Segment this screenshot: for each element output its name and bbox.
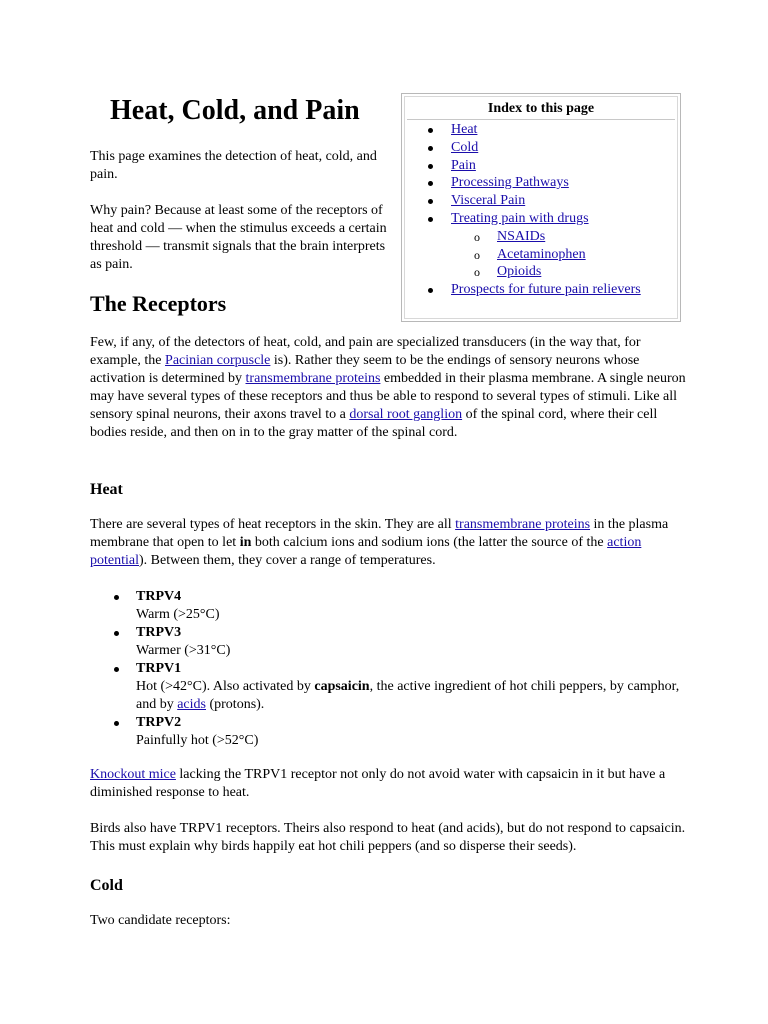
index-link-heat[interactable]: Heat: [451, 122, 478, 137]
index-link-treating-pain[interactable]: Treating pain with drugs: [451, 210, 589, 226]
bullet-icon: [114, 667, 119, 672]
receptor-description: Warm (>25°C): [136, 607, 220, 622]
index-link-processing-pathways[interactable]: Processing Pathways: [451, 175, 569, 191]
list-item-trpv1: [90, 660, 690, 714]
text-run: embedded in their plasma membrane. A single neuron may have several types of these receptors and thus be able to respond to several types of stimuli. Like all sensory spinal neurons, their axons travel to a: [90, 371, 686, 422]
knockout-mice-link[interactable]: Knockout mice: [90, 767, 176, 782]
text-run: is). Rather they seem to be the endings of sensory neurons whose activation is determined by: [90, 353, 640, 386]
cold-paragraph: Two candidate receptors:: [90, 913, 231, 928]
transmembrane-proteins-link[interactable]: transmembrane proteins: [455, 517, 591, 532]
dorsal-root-ganglion-link[interactable]: dorsal root ganglion: [349, 407, 463, 422]
text-run: (protons).: [205, 697, 265, 712]
receptor-name: TRPV3: [136, 625, 182, 640]
index-link-nsaids[interactable]: NSAIDs: [497, 228, 546, 244]
receptor-name: TRPV4: [136, 589, 182, 604]
receptor-description: Painfully hot (>52°C): [136, 733, 259, 748]
index-divider: [407, 119, 675, 120]
text-run: , the active ingredient of hot chili peppers, by camphor, and by: [136, 679, 680, 712]
list-item-trpv2: [90, 714, 690, 750]
text-run: Hot (>42°C). Also activated by: [136, 679, 315, 694]
index-link-visceral-pain[interactable]: Visceral Pain: [451, 193, 526, 209]
bullet-icon: [114, 595, 119, 600]
why-pain-paragraph: Why pain? Because at least some of the receptors of heat and cold — when the stimulus exceeds a certain threshold — transmit signals that the brain interprets as pain.: [90, 203, 387, 272]
index-link-pain[interactable]: Pain: [451, 157, 476, 173]
receptor-name: TRPV2: [136, 715, 182, 730]
bullet-icon: [428, 146, 433, 151]
transmembrane-proteins-link[interactable]: transmembrane proteins: [245, 371, 381, 386]
heat-heading: Heat: [90, 481, 123, 498]
list-item-trpv4: [90, 588, 690, 624]
index-link-cold[interactable]: Cold: [451, 139, 479, 155]
index-link-prospects[interactable]: Prospects for future pain relievers: [451, 282, 641, 298]
circle-bullet-icon: o: [474, 247, 480, 262]
text-run: ). Between them, they cover a range of temperatures.: [139, 553, 436, 568]
birds-paragraph: Birds also have TRPV1 receptors. Theirs also respond to heat (and acids), but do not respond to capsaicin. This must explain why birds happily eat hot chili peppers (and so disperse their seeds).: [90, 821, 686, 854]
list-item-trpv3: [90, 624, 690, 660]
text-run: lacking the TRPV1 receptor not only do not avoid water with capsaicin in it but have a diminished response to heat.: [90, 767, 666, 800]
receptor-description: [136, 678, 690, 714]
text-run: both calcium ions and sodium ions (the latter the source of the: [251, 535, 608, 550]
heat-paragraph: [90, 516, 690, 570]
bullet-icon: [114, 721, 119, 726]
receptor-name: TRPV1: [136, 661, 182, 676]
bullet-icon: [428, 288, 433, 293]
knockout-paragraph: [90, 766, 690, 802]
page-title: Heat, Cold, and Pain: [110, 95, 360, 126]
acids-link[interactable]: acids: [177, 697, 206, 712]
receptors-paragraph: [90, 334, 690, 442]
bold-text: in: [239, 535, 252, 550]
bullet-icon: [428, 217, 433, 222]
bullet-icon: [428, 199, 433, 204]
text-run: There are several types of heat receptors in the skin. They are all: [90, 517, 456, 532]
receptors-heading: The Receptors: [90, 291, 227, 316]
index-link-opioids[interactable]: Opioids: [497, 264, 542, 280]
bullet-icon: [428, 128, 433, 133]
bold-text: capsaicin: [314, 679, 370, 694]
index-title: Index to this page: [487, 101, 595, 116]
text-run: Few, if any, of the detectors of heat, cold, and pain are specialized transducers (in the way that, for example, the: [90, 335, 641, 368]
pacinian-corpuscle-link[interactable]: Pacinian corpuscle: [165, 353, 271, 368]
bullet-icon: [428, 181, 433, 186]
index-link-acetaminophen[interactable]: Acetaminophen: [497, 246, 586, 262]
intro-paragraph: This page examines the detection of heat, cold, and pain.: [90, 149, 377, 182]
bullet-icon: [114, 631, 119, 636]
text-run: in the plasma membrane that open to let: [90, 517, 669, 550]
cold-heading: Cold: [90, 877, 123, 894]
circle-bullet-icon: o: [474, 265, 480, 280]
receptor-description: Warmer (>31°C): [136, 643, 231, 658]
bullet-icon: [428, 164, 433, 169]
trpv-list: [90, 588, 690, 750]
text-run: of the spinal cord, where their cell bodies reside, and then on in to the gray matter of the spinal cord.: [90, 407, 658, 440]
action-potential-link[interactable]: action potential: [90, 535, 642, 568]
circle-bullet-icon: o: [474, 229, 480, 244]
index-box: [401, 93, 681, 322]
